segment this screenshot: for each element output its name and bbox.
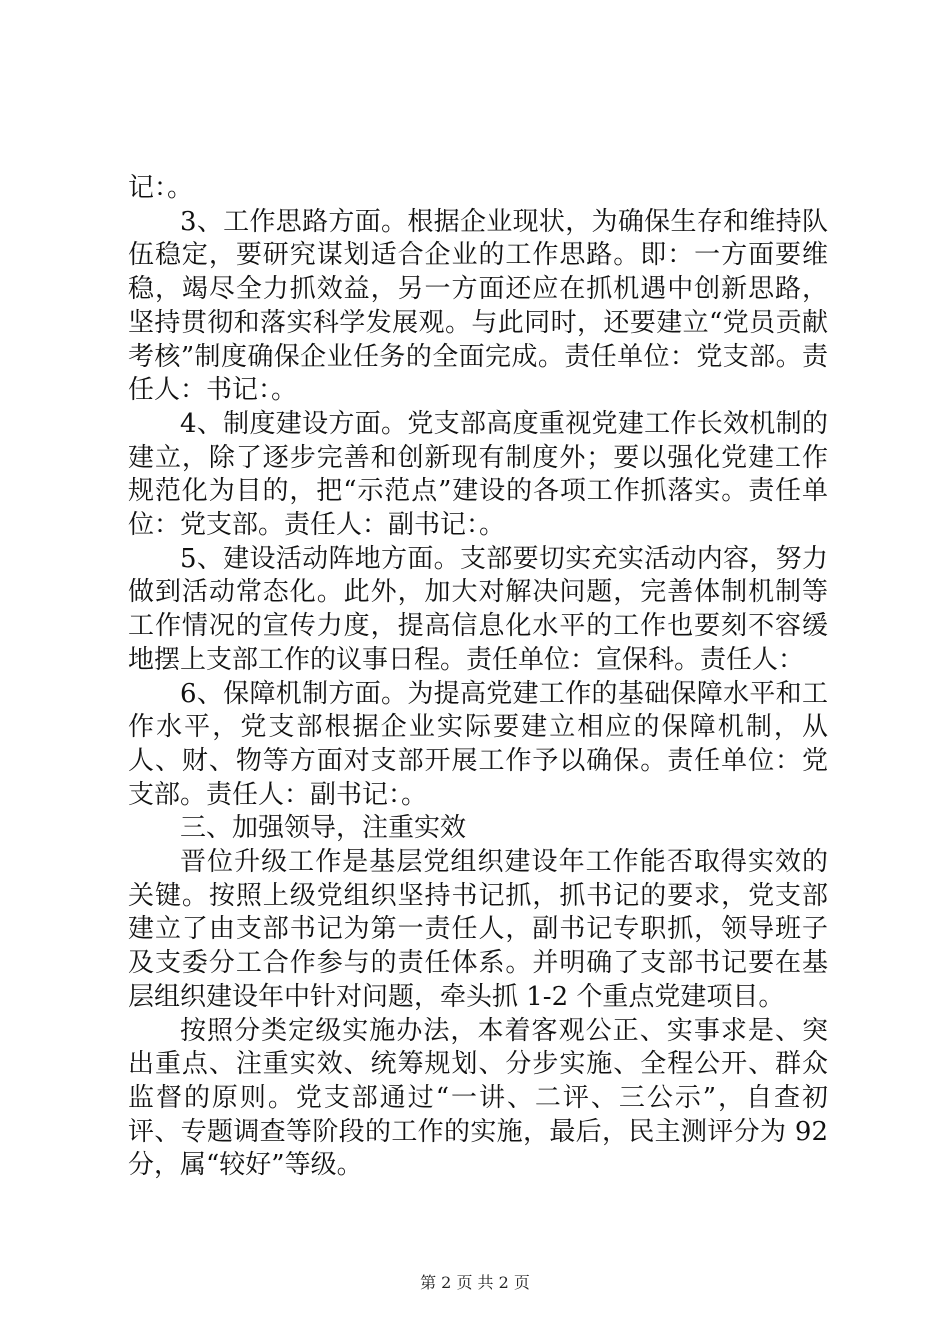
section-heading: 三、加强领导，注重实效	[180, 813, 467, 844]
paragraph-continuation: 记：。	[128, 173, 194, 203]
paragraph-upgrade-work: 晋位升级工作是基层党组织建设年工作能否取得实效的关键。按照上级党组织坚持书记抓，抓书记的要求，党支部建立了由支部书记为第一责任人，副书记专职抓，领导班子及支委分工合作参与的责任体系。并明确了支部书记要在基层组织建设年中针对问题，牵头抓 1-2 个重点党建项目。	[128, 847, 828, 1012]
paragraph-system-building: 4、制度建设方面。党支部高度重视党建工作长效机制的建立，除了逐步完善和创新现有制度外；要以强化党建工作规范化为目的，把“示范点”建设的各项工作抓落实。责任单位：党支部。责任人：副书记：。	[128, 408, 828, 541]
paragraph-work-approach: 3、工作思路方面。根据企业现状，为确保生存和维持队伍稳定，要研究谋划适合企业的工作思路。即：一方面要维稳，竭尽全力抓效益，另一方面还应在抓机遇中创新思路，坚持贯彻和落实科学发展观。与此同时，还要建立“党员贡献考核”制度确保企业任务的全面完成。责任单位：党支部。责任人：书记：。	[128, 206, 828, 406]
document-body	[128, 172, 828, 1183]
paragraph-grading-method: 按照分类定级实施办法，本着客观公正、实事求是、突出重点、注重实效、统筹规划、分步实施、全程公开、群众监督的原则。党支部通过“一讲、二评、三公示”，自查初评、专题调查等阶段的工作的实施，最后，民主测评分为 92 分，属“较好”等级。	[128, 1015, 828, 1181]
paragraph-safeguard-mechanism: 6、保障机制方面。为提高党建工作的基础保障水平和工作水平，党支部根据企业实际要建立相应的保障机制，从人、财、物等方面对支部开展工作予以确保。责任单位：党支部。责任人：副书记：。	[128, 678, 828, 810]
page-footer: 第 2 页 共 2 页	[420, 1273, 530, 1292]
paragraph-activity-base: 5、建设活动阵地方面。支部要切实充实活动内容，努力做到活动常态化。此外，加大对解决问题，完善体制机制等工作情况的宣传力度，提高信息化水平的工作也要刻不容缓地摆上支部工作的议事日程。责任单位：宣保科。责任人：	[128, 543, 828, 675]
